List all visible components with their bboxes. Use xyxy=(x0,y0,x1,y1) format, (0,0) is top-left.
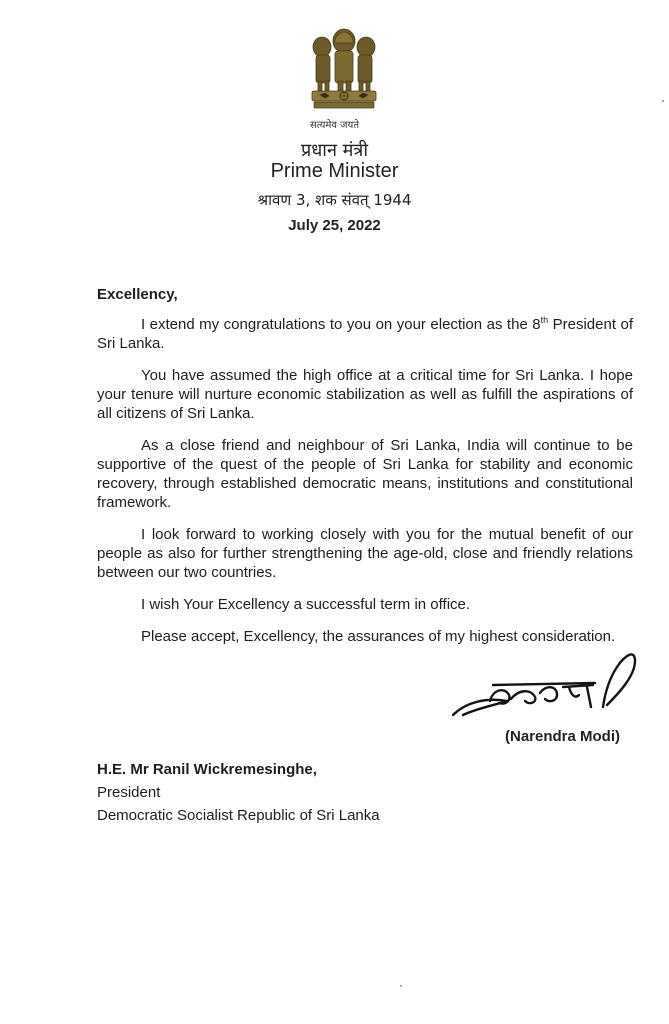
addressee-country: Democratic Socialist Republic of Sri Lanka xyxy=(97,807,380,824)
paragraph-1-text: I extend my congratulations to you on your election as the 8 xyxy=(141,316,541,333)
addressee-name: H.E. Mr Ranil Wickremesinghe, xyxy=(97,761,317,778)
paragraph-4: I look forward to working closely with you for the mutual benefit of our people as also for further strengthening the age-old, close and friendly relations between our two countries. xyxy=(97,526,633,581)
paragraph-1-end: President of Sri Lanka. xyxy=(97,316,633,352)
letter-body xyxy=(97,285,633,659)
handwritten-signature xyxy=(445,645,645,725)
lion-capital-emblem-icon xyxy=(308,25,380,115)
ordinal-suffix: th xyxy=(540,315,549,325)
paragraph-5: I wish Your Excellency a successful term in office. xyxy=(141,596,471,613)
salutation: Excellency, xyxy=(97,286,178,303)
paragraph-1 xyxy=(97,315,633,353)
signer-name: (Narendra Modi) xyxy=(505,728,621,745)
paragraph-2: You have assumed the high office at a critical time for Sri Lanka. I hope your tenure will nurture economic stabilization as well as fulfill the aspirations of all citizens of Sri Lanka. xyxy=(97,367,633,422)
scan-speck xyxy=(400,985,402,987)
addressee-block xyxy=(97,758,380,827)
emblem-motto: सत्यमेव जयते xyxy=(309,120,360,131)
date-english: July 25, 2022 xyxy=(288,217,381,234)
date-hindi: श्रावण 3, शक संवत् 1944 xyxy=(257,191,412,209)
title-english: Prime Minister xyxy=(270,160,399,182)
paragraph-3: As a close friend and neighbour of Sri Lanka, India will continue to be supportive of the quest of the people of Sri Lanka for stability and economic recovery, through established democratic means, institutions and constitutional framework. xyxy=(97,437,633,511)
scan-speck xyxy=(662,100,664,102)
addressee-title: President xyxy=(97,784,161,801)
title-hindi: प्रधान मंत्री xyxy=(300,140,369,161)
paragraph-6: Please accept, Excellency, the assurances of my highest consideration. xyxy=(141,628,616,645)
